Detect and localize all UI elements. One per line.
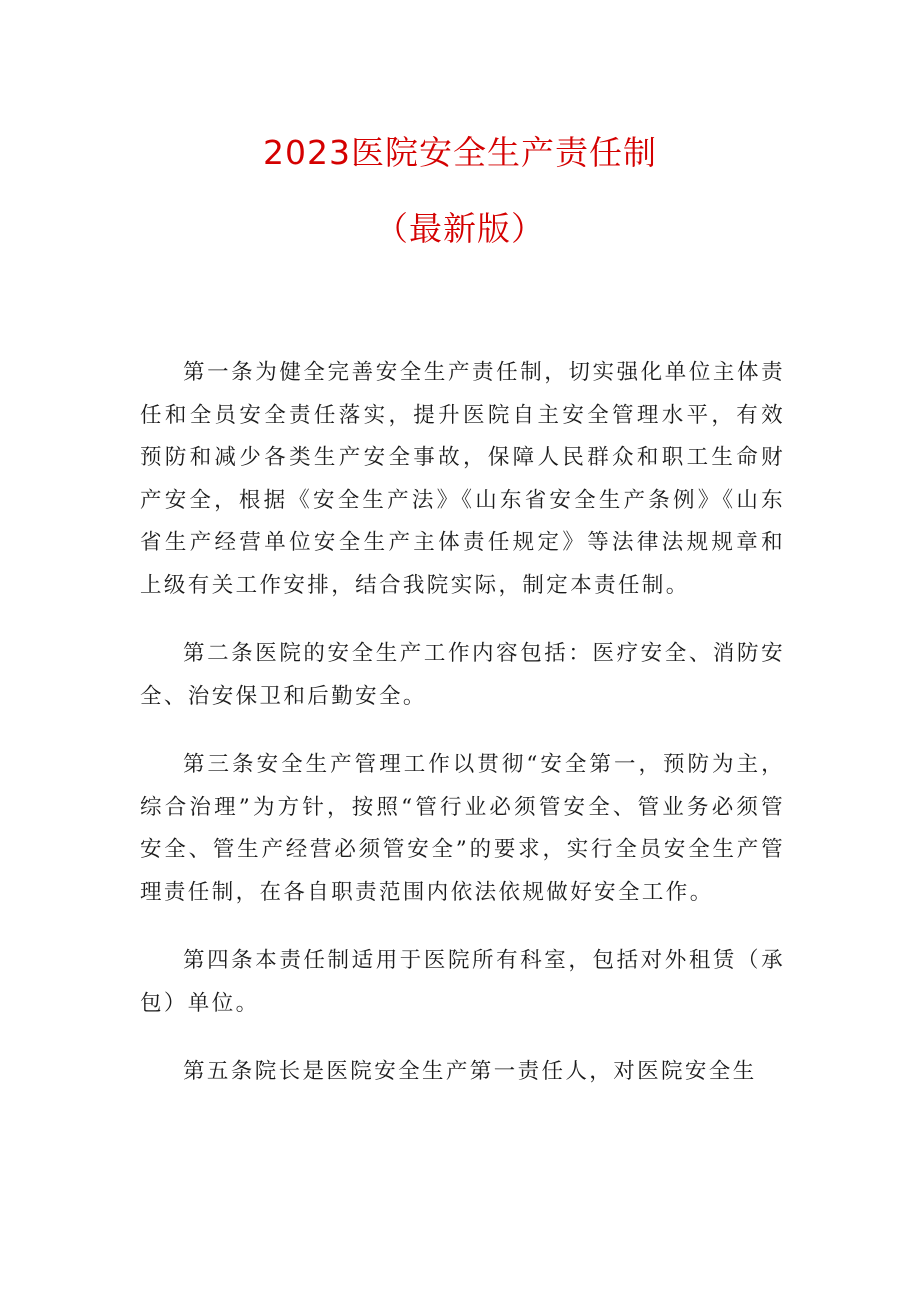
- document-subtitle: （最新版）: [375, 209, 545, 248]
- document-body: [140, 352, 785, 1120]
- paragraph-article-5: 第五条院长是医院安全生产第一责任人，对医院安全生: [183, 1059, 757, 1084]
- document-title: 2023医院安全生产责任制: [263, 133, 657, 172]
- paragraph-article-4: 第四条本责任制适用于医院所有科室，包括对外租赁（承包）单位。: [140, 948, 785, 1016]
- paragraph-article-1: 第一条为健全完善安全生产责任制，切实强化单位主体责任和全员安全责任落实，提升医院自主安全管理水平，有效预防和减少各类生产安全事故，保障人民群众和职工生命财产安全，根据《安全生产法》《山东省安全生产条例》《山东省生产经营单位安全生产主体责任规定》等法律法规规章和上级有关工作安排，结合我院实际，制定本责任制。: [140, 360, 785, 598]
- paragraph-article-3: 第三条安全生产管理工作以贯彻“安全第一，预防为主，综合治理”为方针，按照“管行业必须管安全、管业务必须管安全、管生产经营必须管安全”的要求，实行全员安全生产管理责任制，在各自职责范围内依法依规做好安全工作。: [140, 752, 785, 905]
- paragraph-article-2: 第二条医院的安全生产工作内容包括：医疗安全、消防安全、治安保卫和后勤安全。: [140, 641, 785, 709]
